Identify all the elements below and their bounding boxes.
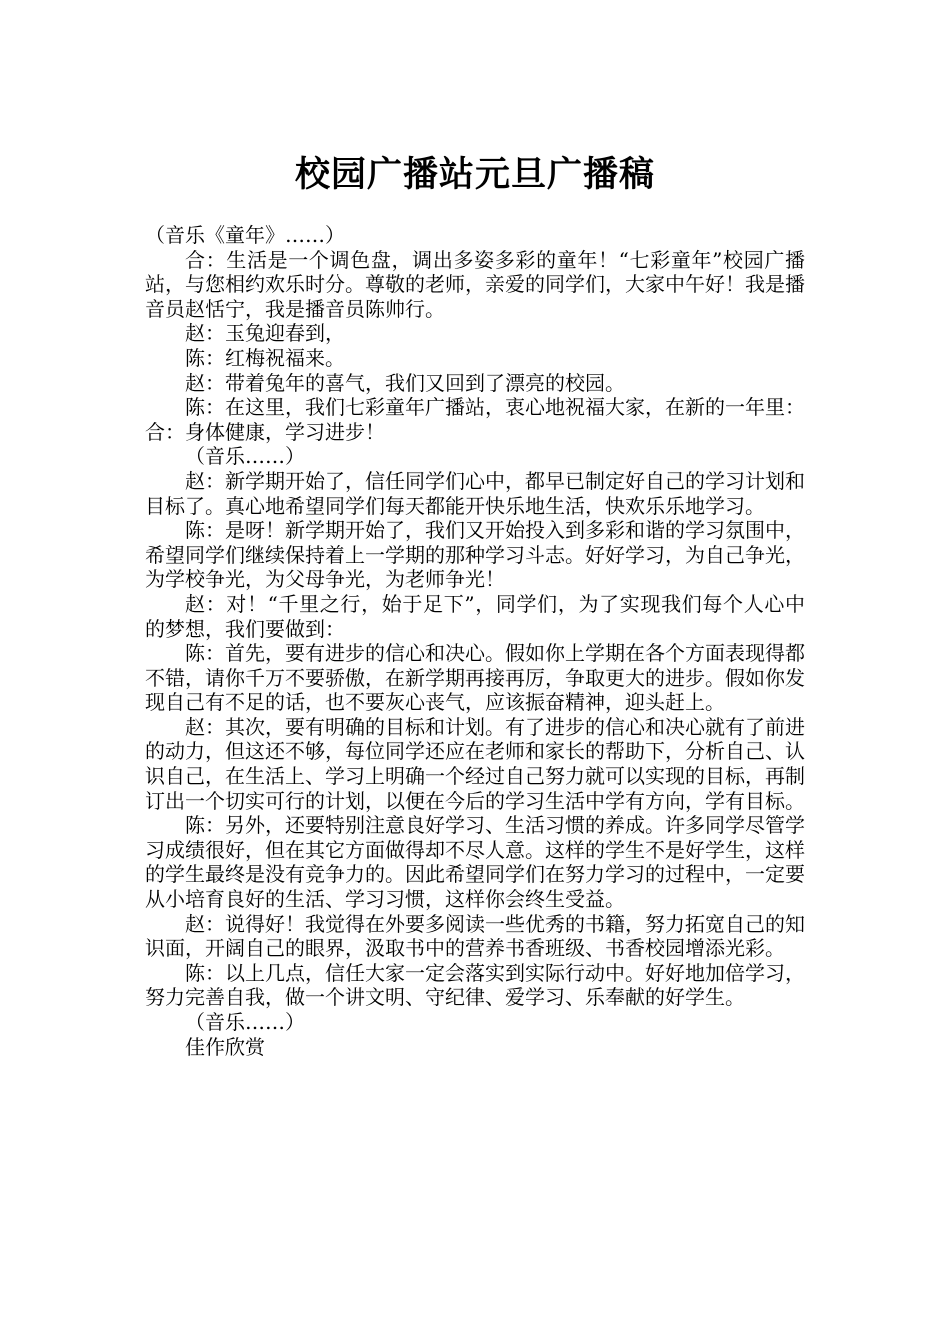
document-body bbox=[145, 223, 805, 1059]
paragraph: 赵：新学期开始了，信任同学们心中，都早已制定好自己的学习计划和目标了。真心地希望同学们每天都能开快乐地生活，快欢乐乐地学习。 bbox=[145, 468, 805, 518]
paragraph: 赵：其次，要有明确的目标和计划。有了进步的信心和决心就有了前进的动力，但这还不够，每位同学还应在老师和家长的帮助下，分析自己、认识自己，在生活上、学习上明确一个经过自己努力就可以实现的目标，再制订出一个切实可行的计划，以便在今后的学习生活中学有方向，学有目标。 bbox=[145, 714, 805, 813]
paragraph: 陈：以上几点，信任大家一定会落实到实际行动中。好好地加倍学习，努力完善自我，做一个讲文明、守纪律、爱学习、乐奉献的好学生。 bbox=[145, 960, 805, 1010]
paragraph: 陈：红梅祝福来。 bbox=[185, 345, 345, 370]
paragraph-closing: 佳作欣赏 bbox=[185, 1034, 265, 1059]
paragraph: 陈：是呀！新学期开始了，我们又开始投入到多彩和谐的学习氛围中，希望同学们继续保持着上一学期的那种学习斗志。好好学习，为自己争光，为学校争光，为父母争光，为老师争光！ bbox=[145, 518, 805, 592]
paragraph: 赵：带着兔年的喜气，我们又回到了漂亮的校园。 bbox=[185, 370, 625, 395]
paragraph: 陈：另外，还要特别注意良好学习、生活习惯的养成。许多同学尽管学习成绩很好，但在其它方面做得却不尽人意。这样的学生不是好学生，这样的学生最终是没有竞争力的。因此希望同学们在努力学习的过程中，一定要从小培育良好的生活、学习习惯，这样你会终生受益。 bbox=[145, 813, 805, 912]
paragraph: 陈：在这里，我们七彩童年广播站，衷心地祝福大家，在新的一年里：合：身体健康，学习进步！ bbox=[145, 395, 805, 444]
document-title: 校园广播站元旦广播稿 bbox=[294, 155, 655, 196]
paragraph-music-intro: （音乐《童年》……） bbox=[145, 223, 345, 247]
paragraph: 赵：说得好！我觉得在外要多阅读一些优秀的书籍，努力拓宽自己的知识面，开阔自己的眼界，汲取书中的营养书香班级、书香校园增添光彩。 bbox=[145, 911, 805, 961]
paragraph-music-cue: （音乐……） bbox=[185, 444, 305, 469]
paragraph: 合：生活是一个调色盘，调出多姿多彩的童年！“七彩童年”校园广播站，与您相约欢乐时分。尊敬的老师，亲爱的同学们，大家中午好！我是播音员赵恬宁，我是播音员陈帅行。 bbox=[145, 247, 805, 321]
paragraph: 陈：首先，要有进步的信心和决心。假如你上学期在各个方面表现得都不错，请你千万不要骄傲，在新学期再接再厉，争取更大的进步。假如你发现自己有不足的话，也不要灰心丧气，应该振奋精神，迎头赶上。 bbox=[145, 641, 805, 715]
paragraph: 赵：玉兔迎春到， bbox=[185, 321, 345, 346]
paragraph: 赵：对！“千里之行，始于足下”，同学们，为了实现我们每个人心中的梦想，我们要做到： bbox=[145, 591, 805, 641]
paragraph-music-cue: （音乐……） bbox=[185, 1010, 305, 1034]
